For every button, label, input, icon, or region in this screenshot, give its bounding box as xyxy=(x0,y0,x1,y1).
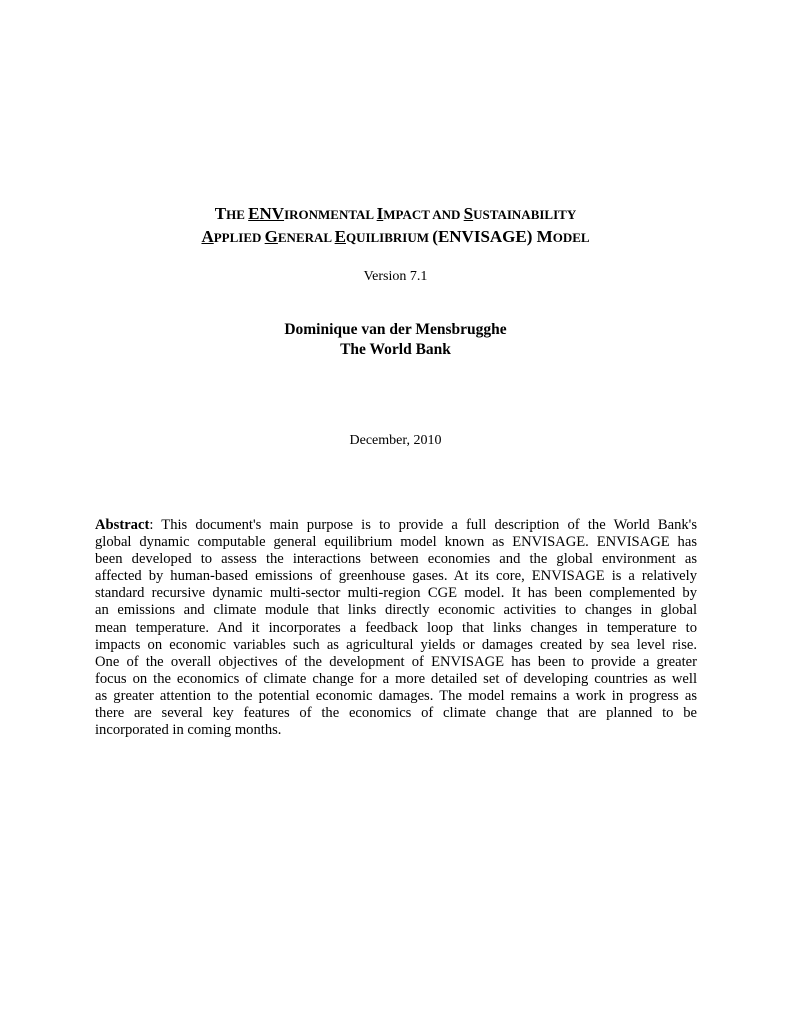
abstract-line: an emissions and climate module that links directly economic activities to changes in global xyxy=(95,602,697,619)
title-word-general-cap: G xyxy=(264,227,278,246)
abstract-line: impacts on economic variables such as agricultural yields or damages created by sea level rise. xyxy=(95,636,697,653)
abstract-line: been developed to assess the interactions between economies and the global environment as xyxy=(95,551,697,568)
title-word-envisage: (ENVISAGE) xyxy=(432,227,537,246)
abstract-line: standard recursive dynamic multi-sector multi-region CGE model. It has been complemented by xyxy=(95,585,697,602)
abstract-label: Abstract xyxy=(95,517,150,533)
title-word-general-rest: ENERAL xyxy=(277,230,335,245)
abstract-line: as greater attention to the potential economic damages. The model remains a work in progress as xyxy=(95,687,697,704)
abstract-line: incorporated in coming months. xyxy=(95,722,282,739)
author-affiliation: The World Bank xyxy=(340,341,451,358)
title-word-sustainability-rest: USTAINABILITY xyxy=(473,207,577,222)
abstract-line: One of the overall objectives of the development of ENVISAGE has been to provide a greater xyxy=(95,653,697,670)
title-word-impact-rest: MPACT AND xyxy=(383,207,464,222)
title-word-the-rest: HE xyxy=(226,207,249,222)
title-word-model-cap: M xyxy=(536,227,553,246)
title-word-environmental-rest: IRONMENTAL xyxy=(284,207,377,222)
title-word-impact-cap: I xyxy=(376,204,384,223)
abstract-line: global dynamic computable general equilibrium model known as ENVISAGE. ENVISAGE has xyxy=(95,534,697,551)
abstract-line: there are several key features of the economics of climate change that are planned to be xyxy=(95,705,697,722)
abstract-line: focus on the economics of climate change for a more detailed set of developing countries as well xyxy=(95,670,697,687)
author-name: Dominique van der Mensbrugghe xyxy=(284,321,507,338)
title-line-2 xyxy=(0,227,791,248)
title-word-environmental-cap: ENV xyxy=(248,204,285,223)
version-label: Version 7.1 xyxy=(363,269,428,284)
title-line-1 xyxy=(0,204,791,225)
abstract-text: : This document's main purpose is to provide a full description of the World Bank's xyxy=(149,517,697,533)
title-word-applied-rest: PPLIED xyxy=(213,230,265,245)
title-word-model-rest: ODEL xyxy=(552,230,590,245)
title-word-equilibrium-cap: E xyxy=(334,227,346,246)
title-word-sustainability-cap: S xyxy=(463,204,474,223)
title-word-the-cap: T xyxy=(214,204,227,223)
title-word-applied-cap: A xyxy=(201,227,214,246)
abstract xyxy=(95,517,697,739)
abstract-line xyxy=(95,517,697,534)
title-word-equilibrium-rest: QUILIBRIUM xyxy=(345,230,433,245)
abstract-line: affected by human-based emissions of greenhouse gases. At its core, ENVISAGE is a relatively xyxy=(95,568,697,585)
publication-date: December, 2010 xyxy=(349,433,442,448)
abstract-line: mean temperature. And it incorporates a feedback loop that links changes in temperature to xyxy=(95,619,697,636)
